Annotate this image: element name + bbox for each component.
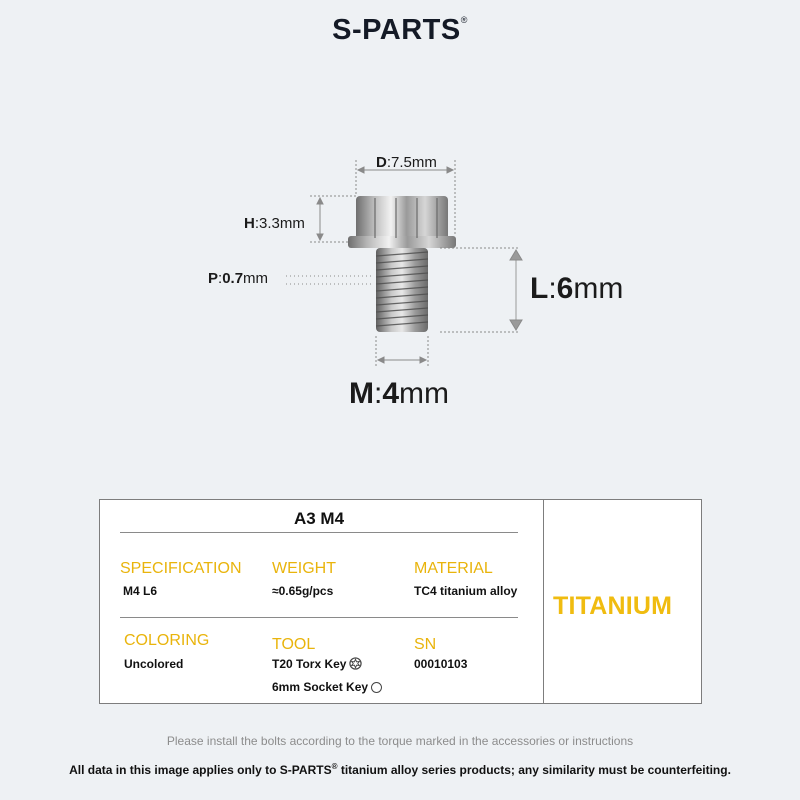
disclaimer-text: titanium alloy series products; any similarity must be counterfeiting.: [337, 763, 731, 777]
dimension-diameter: [376, 154, 437, 171]
brand-registered-mark: ®: [460, 15, 468, 25]
dimension-separator: :: [374, 377, 383, 410]
dimension-height: [244, 215, 305, 232]
coloring-value: Uncolored: [124, 657, 184, 671]
dimension-pitch: [208, 270, 268, 287]
dimension-letter: H: [244, 215, 255, 232]
tool-item-label: 6mm Socket Key: [272, 680, 369, 694]
disclaimer-text: All data in this image applies only to S-PARTS: [69, 763, 332, 777]
brand-name: S-PARTS: [332, 14, 461, 46]
coloring-label: COLORING: [124, 632, 210, 649]
material-value: TC4 titanium alloy: [414, 584, 518, 598]
bolt-head: [348, 196, 456, 248]
dimension-value: 3.3: [259, 215, 280, 232]
dimension-unit: mm: [411, 154, 437, 171]
registered-mark: ®: [331, 762, 338, 771]
dimension-value: 6: [556, 272, 574, 305]
tool-item-torx: [272, 657, 362, 671]
dimension-unit: mm: [399, 377, 450, 410]
sn-label: SN: [414, 636, 437, 653]
dimension-thread: [349, 377, 449, 411]
weight-label: WEIGHT: [272, 560, 336, 577]
dimension-unit: mm: [243, 270, 269, 287]
dimension-unit: mm: [279, 215, 305, 232]
dimension-letter: M: [349, 377, 374, 410]
torx-icon: [349, 657, 362, 670]
tool-item-socket: [272, 680, 382, 694]
dimension-letter: D: [376, 154, 387, 171]
dimension-letter: L: [530, 272, 549, 305]
dimension-value: 0.7: [222, 270, 244, 287]
dimension-letter: P: [208, 270, 219, 287]
model-title: A3 M4: [293, 509, 345, 528]
weight-value: ≈0.65g/pcs: [272, 584, 334, 598]
dimension-separator: :: [548, 272, 557, 305]
specification-label: SPECIFICATION: [120, 560, 242, 577]
dimension-separator: :: [218, 270, 223, 287]
dimension-separator: :: [254, 215, 260, 232]
material-label: MATERIAL: [414, 560, 493, 577]
dimension-value: 4: [382, 377, 400, 410]
dimension-unit: mm: [573, 272, 624, 305]
disclaimer: [0, 762, 800, 777]
card-divider: [543, 499, 544, 704]
tool-item-label: T20 Torx Key: [272, 657, 347, 671]
installation-note: Please install the bolts according to the torque marked in the accessories or instructions: [166, 734, 634, 748]
socket-icon: [371, 682, 382, 693]
dimension-separator: :: [386, 154, 392, 171]
dimension-length: [530, 272, 623, 306]
divider-line: [120, 617, 518, 618]
sn-value: 00010103: [414, 657, 468, 671]
bolt-shank: [376, 248, 428, 332]
divider-line: [120, 532, 518, 533]
specification-value: M4 L6: [123, 584, 158, 598]
dimension-value: 7.5: [391, 154, 412, 171]
titanium-badge: TITANIUM: [553, 592, 673, 620]
tool-label: TOOL: [272, 636, 316, 653]
